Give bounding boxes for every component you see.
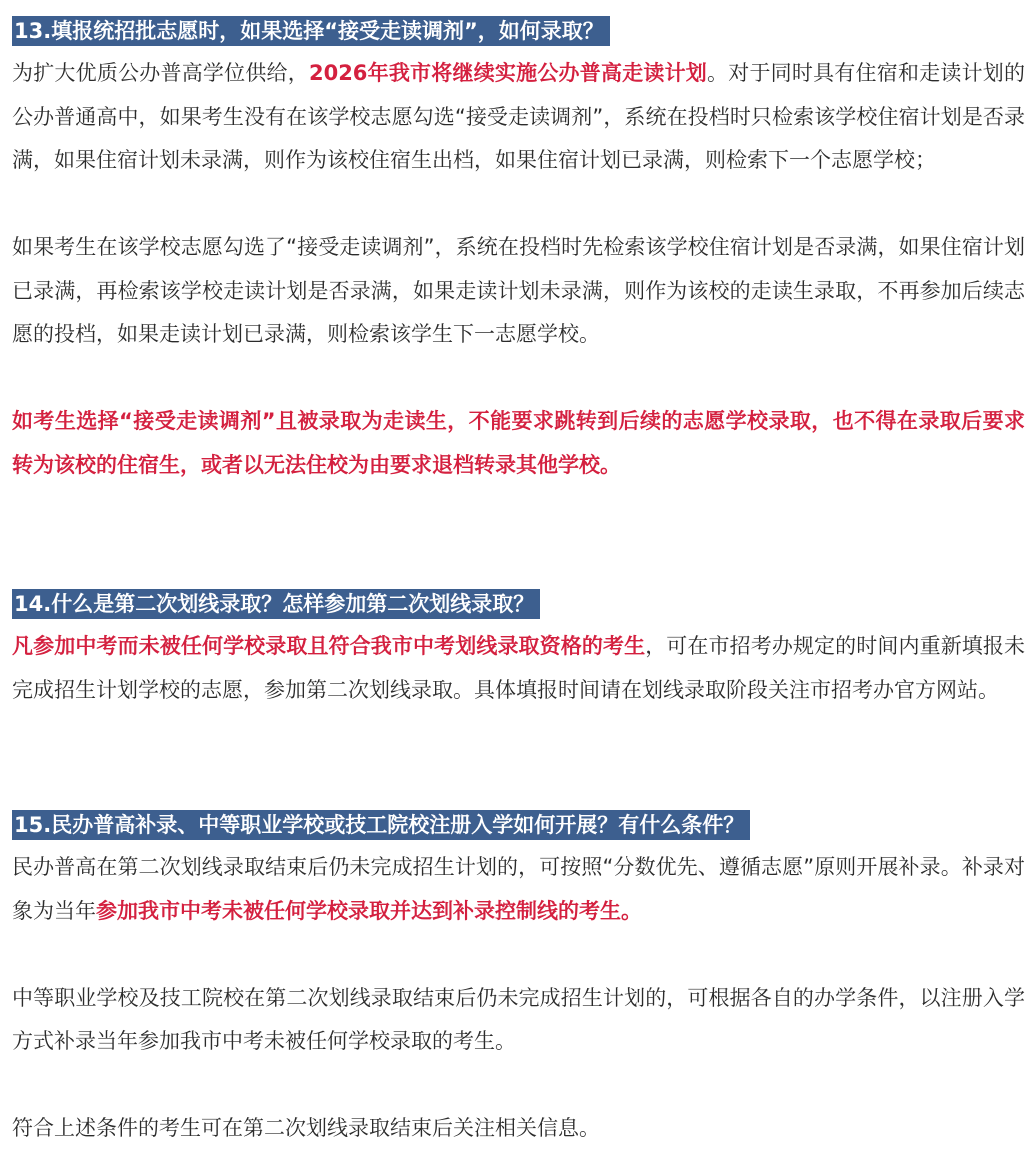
section-13-paragraph-1 [12, 52, 1025, 183]
section-13-paragraph-3-highlight: 如考生选择“接受走读调剂”且被录取为走读生，不能要求跳转到后续的志愿学校录取，也不得在录取后要求转为该校的住宿生，或者以无法住校为由要求退档转录其他学校。 [12, 409, 1025, 477]
section-13-p1-highlight: 2026年我市将继续实施公办普高走读计划 [308, 61, 708, 85]
spacer [12, 933, 1025, 977]
section-14-heading: 14.什么是第二次划线录取？怎样参加第二次划线录取？ [12, 589, 540, 619]
section-15-p1-highlight: 参加我市中考未被任何学校录取并达到补录控制线的考生。 [96, 898, 642, 923]
spacer [12, 1064, 1025, 1108]
spacer [12, 183, 1025, 227]
section-13 [12, 16, 1025, 487]
section-15-p1-text: 民办普高在第二次划线录取结束后仍未完成招生计划的，可按照“分数优先、遵循志愿”原则开展补录。补录对象为当年 [12, 855, 1025, 923]
section-15-paragraph-1 [12, 846, 1025, 933]
spacer [12, 357, 1025, 401]
section-14-paragraph-1 [12, 625, 1025, 712]
section-13-heading: 13.填报统招批志愿时，如果选择“接受走读调剂”，如何录取？ [12, 16, 610, 46]
section-14-p1-text: ，可在市招考办规定的时间内重新填报未完成招生计划学校的志愿，参加第二次划线录取。具体填报时间请在划线录取阶段关注市招考办官方网站。 [12, 634, 1026, 702]
section-14 [12, 589, 1025, 712]
section-15-paragraph-3: 符合上述条件的考生可在第二次划线录取结束后关注相关信息。 [12, 1116, 600, 1140]
section-15-heading: 15.民办普高补录、中等职业学校或技工院校注册入学如何开展？有什么条件？ [12, 810, 750, 840]
section-15-paragraph-2: 中等职业学校及技工院校在第二次划线录取结束后仍未完成招生计划的，可根据各自的办学条件，以注册入学方式补录当年参加我市中考未被任何学校录取的考生。 [12, 985, 1025, 1053]
section-14-p1-highlight: 凡参加中考而未被任何学校录取且符合我市中考划线录取资格的考生 [12, 634, 646, 658]
section-13-p1-text: 为扩大优质公办普高学位供给， [12, 61, 309, 85]
section-13-p1-text-after: 。对于同时具有住宿和走读计划的公办普通高中，如果考生没有在该学校志愿勾选“接受走读调剂”，系统在投档时只检索该学校住宿计划是否录满，如果住宿计划未录满，则作为该校住宿生出档，如果住宿计划已录满，则检索下一个志愿学校； [12, 61, 1026, 172]
section-15 [12, 810, 1025, 1151]
section-13-paragraph-2: 如果考生在该学校志愿勾选了“接受走读调剂”，系统在投档时先检索该学校住宿计划是否录满，如果住宿计划已录满，再检索该学校走读计划是否录满，如果走读计划未录满，则作为该校的走读生录取，不再参加后续志愿的投档，如果走读计划已录满，则检索该学生下一志愿学校。 [12, 235, 1025, 346]
